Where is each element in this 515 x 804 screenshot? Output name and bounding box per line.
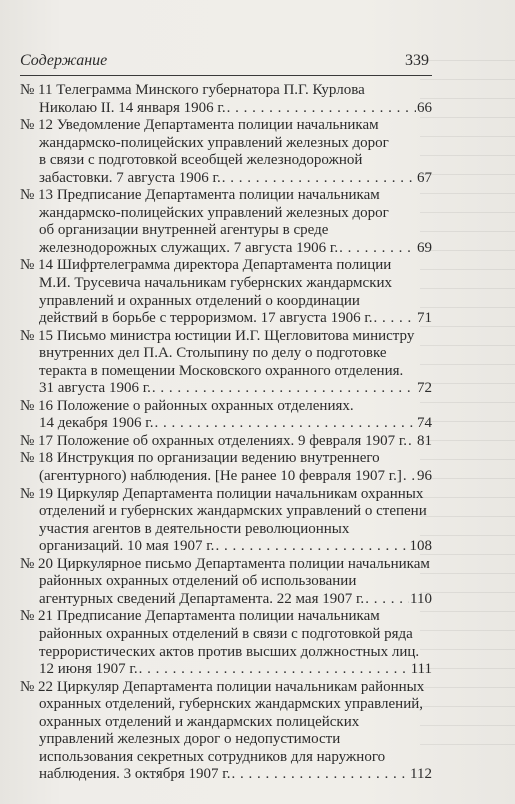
toc-entry-line <box>20 82 432 100</box>
toc-entry-line: агентурных сведений Департамента. 22 мая 1907 г. <box>39 590 365 607</box>
toc-entry-line <box>20 679 432 697</box>
toc-entry-number: № 16 <box>20 397 54 414</box>
toc-entry-text <box>20 433 407 451</box>
toc-entry <box>20 187 432 257</box>
toc-page-number: 74 <box>417 415 432 432</box>
dot-leader <box>365 591 409 609</box>
toc-entry-line <box>20 345 432 363</box>
toc-page-number: 69 <box>417 239 432 256</box>
toc-entry-last-line <box>20 766 432 784</box>
toc-entry-number: № 14 <box>20 257 54 274</box>
toc-entry-line <box>20 293 432 311</box>
toc-entry-line: 14 декабря 1906 г. <box>39 415 154 432</box>
toc-entry-line <box>20 152 432 170</box>
toc-entry-line: наблюдения. 3 октября 1907 г. <box>39 766 231 783</box>
toc-entry-text: отделений и губернских жандармских управлений о степени <box>39 503 427 520</box>
toc-entry <box>20 450 432 485</box>
dot-leader <box>408 433 416 451</box>
toc-page-number: 112 <box>410 766 432 783</box>
toc-entry-text: управлений железных дорог о недопустимости <box>39 731 341 748</box>
toc-entry-number: № 12 <box>20 117 54 134</box>
toc-entry-text <box>39 766 230 784</box>
toc-entry-number: № 18 <box>20 450 54 467</box>
toc-entry-text <box>39 468 402 486</box>
toc-entry-line <box>20 626 432 644</box>
toc-entry-text: охранных отделений, губернских жандармских управлений, <box>39 696 424 713</box>
toc-entry-line: Положение об охранных отделениях. 9 февраля 1907 г. <box>56 432 408 449</box>
toc-entry <box>20 257 432 327</box>
header-rule <box>20 75 432 76</box>
toc-entry-number: № 19 <box>20 485 54 502</box>
toc-entry <box>20 486 432 556</box>
toc-entry-text: районных охранных отделений в связи с подготовкой ряда <box>39 625 413 642</box>
toc-entry-text <box>39 380 151 398</box>
toc-entry-number: № 11 <box>20 82 53 98</box>
toc-entry-line <box>20 398 432 416</box>
toc-entry-text: Телеграмма Минского губернатора П.Г. Курлова <box>56 82 365 98</box>
toc-entry <box>20 556 432 609</box>
toc-entry-text: Предписание Департамента полиции начальникам <box>56 187 380 204</box>
toc-entry-line: 12 июня 1907 г. <box>39 661 138 678</box>
toc-page-number: 111 <box>410 661 432 678</box>
toc-entry-line: действий в борьбе с терроризмом. 17 августа 1906 г. <box>39 310 373 327</box>
toc-entry-last-line <box>20 468 432 486</box>
toc-entry-line <box>20 328 432 346</box>
toc-entry-line <box>20 205 432 223</box>
toc-entry <box>20 608 432 678</box>
toc-entry <box>20 398 432 433</box>
toc-entry-line <box>20 450 432 468</box>
toc-entry-line <box>20 222 432 240</box>
toc-entry-line: (агентурного) наблюдения. [Не ранее 10 февраля 1907 г.] <box>39 468 402 485</box>
toc-entry <box>20 117 432 187</box>
toc-entry-line <box>20 521 432 539</box>
toc-entry-line <box>20 363 432 381</box>
dot-leader <box>215 538 408 556</box>
toc-entry <box>20 328 432 398</box>
toc-entry-line: организаций. 10 мая 1907 г. <box>39 538 215 555</box>
toc-entry-text <box>39 240 338 258</box>
toc-entry-text: Уведомление Департамента полиции начальникам <box>56 117 379 134</box>
toc-entry-text: теракта в помещении Московского охранного отделения. <box>39 362 404 379</box>
toc-entry <box>20 679 432 784</box>
toc-entry-number: № 22 <box>20 678 54 695</box>
toc-entry-text: об организации внутренней агентуры в среде <box>39 222 329 239</box>
dot-leader <box>152 380 416 398</box>
toc-page-number: 110 <box>410 590 432 607</box>
toc-entry-text: Циркуляр Департамента полиции начальникам охранных <box>56 485 424 502</box>
toc-entry-text <box>39 661 138 679</box>
toc-entry-last-line <box>20 538 432 556</box>
toc-entry-text: жандармско-полицейских управлений железных дорог <box>39 204 389 221</box>
table-of-contents <box>20 82 432 784</box>
toc-entry-last-line <box>20 380 432 398</box>
page-number: 339 <box>405 52 429 69</box>
toc-entry-last-line <box>20 100 432 118</box>
toc-entry-line <box>20 187 432 205</box>
toc-entry-text: использования секретных сотрудников для наружного <box>39 748 386 765</box>
toc-entry-text: в связи с подготовкой всеобщей железнодорожной <box>39 152 363 169</box>
toc-page-number: 67 <box>417 169 432 186</box>
toc-entry-text: Инструкция по организации ведению внутреннего <box>56 450 380 467</box>
dot-leader <box>222 170 416 188</box>
toc-entry-text: районных охранных отделений об использовании <box>39 573 357 590</box>
dot-leader <box>155 415 417 433</box>
dot-leader <box>227 100 416 118</box>
dot-leader <box>231 766 409 784</box>
toc-page-number: 72 <box>417 380 432 397</box>
toc-page-number: 71 <box>417 310 432 327</box>
toc-entry-last-line <box>20 310 432 328</box>
toc-entry-text: управлений и охранных отделений о координации <box>39 292 360 309</box>
toc-entry-number: № 13 <box>20 187 54 204</box>
section-title: Содержание <box>20 52 108 69</box>
toc-entry-line: 31 августа 1906 г. <box>39 380 151 397</box>
toc-entry-line <box>20 608 432 626</box>
toc-entry-line: Николаю II. 14 января 1906 г. <box>39 99 226 116</box>
toc-page-number: 81 <box>417 432 432 449</box>
toc-entry-line: железнодорожных служащих. 7 августа 1906 г. <box>39 239 339 256</box>
toc-entry-line: забастовки. 7 августа 1906 г. <box>39 169 221 186</box>
dot-leader <box>403 468 416 486</box>
toc-entry-text: М.И. Трусевича начальникам губернских жандармских <box>39 275 393 292</box>
toc-entry-text <box>39 100 226 118</box>
dot-leader <box>374 310 416 328</box>
toc-entry-line <box>20 714 432 732</box>
toc-entry-text: жандармско-полицейских управлений железных дорог <box>39 134 389 151</box>
toc-page-number: 108 <box>409 538 432 555</box>
toc-entry-text <box>39 591 364 609</box>
toc-entry-line <box>20 503 432 521</box>
toc-entry-text: террористических актов против высших должностных лиц. <box>39 643 420 660</box>
toc-entry-text: охранных отделений и жандармских полицейских <box>39 713 360 730</box>
bleed-through-text <box>420 60 515 760</box>
toc-entry-last-line <box>20 240 432 258</box>
toc-entry-line <box>20 275 432 293</box>
toc-entry-text: Письмо министра юстиции И.Г. Щегловитова министру <box>56 327 415 344</box>
toc-entry-text <box>39 310 373 328</box>
toc-entry-last-line <box>20 591 432 609</box>
toc-entry-text: Положение о районных охранных отделениях. <box>56 397 354 414</box>
toc-entry <box>20 433 432 451</box>
toc-entry-number: № 20 <box>20 555 54 572</box>
dot-leader <box>139 661 410 679</box>
toc-entry-number: № 21 <box>20 608 54 625</box>
toc-entry-text: внутренних дел П.А. Столыпину по делу о подготовке <box>39 345 387 362</box>
toc-entry-last-line <box>20 433 432 451</box>
toc-entry <box>20 82 432 117</box>
toc-entry-last-line <box>20 415 432 433</box>
toc-entry-line <box>20 749 432 767</box>
toc-entry-line <box>20 696 432 714</box>
toc-entry-text <box>39 538 214 556</box>
toc-entry-number: № 17 <box>20 432 54 449</box>
toc-entry-last-line <box>20 661 432 679</box>
dot-leader <box>339 240 416 258</box>
toc-entry-number: № 15 <box>20 327 54 344</box>
toc-entry-line <box>20 257 432 275</box>
toc-page-number: 66 <box>417 99 432 116</box>
toc-entry-line <box>20 135 432 153</box>
toc-entry-text: Циркулярное письмо Департамента полиции начальникам <box>56 555 430 572</box>
toc-page-number: 96 <box>417 468 432 485</box>
toc-entry-text: участия агентов в деятельности революционных <box>39 520 350 537</box>
toc-entry-text <box>39 170 221 188</box>
toc-entry-line <box>20 644 432 662</box>
toc-entry-line <box>20 573 432 591</box>
toc-entry-line <box>20 556 432 574</box>
toc-entry-line <box>20 117 432 135</box>
toc-entry-text: Циркуляр Департамента полиции начальникам районных <box>56 678 425 695</box>
toc-entry-text <box>39 415 154 433</box>
toc-entry-text: Предписание Департамента полиции начальникам <box>56 608 380 625</box>
toc-entry-last-line <box>20 170 432 188</box>
toc-entry-line <box>20 731 432 749</box>
toc-entry-text: Шифртелеграмма директора Департамента полиции <box>56 257 392 274</box>
running-header <box>20 52 429 70</box>
toc-entry-line <box>20 486 432 504</box>
